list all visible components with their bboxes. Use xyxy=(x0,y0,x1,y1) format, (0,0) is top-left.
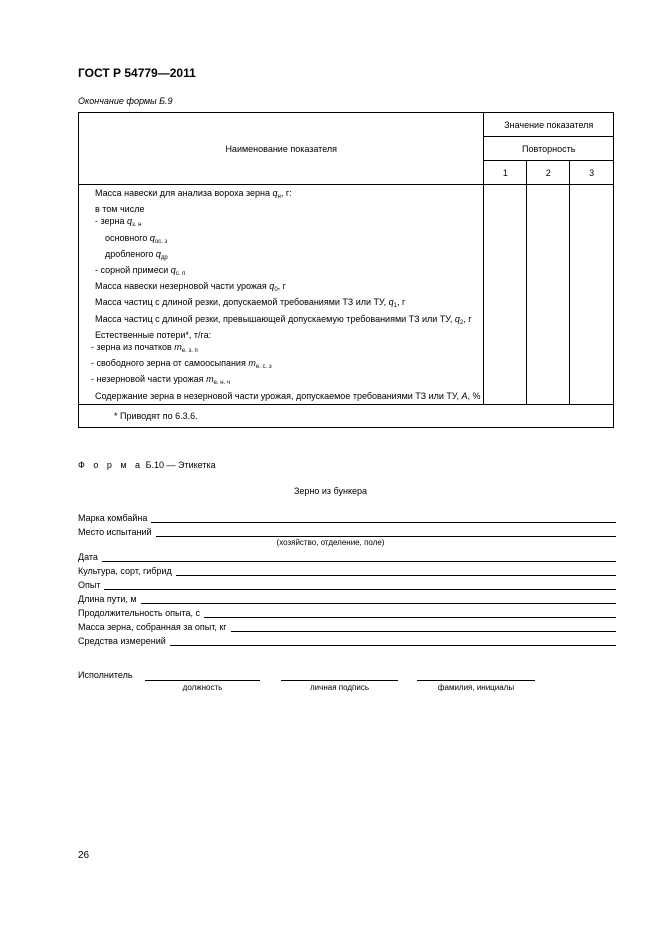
row-cob-grain: - зерна из початков $m_{е. з. п}$ xyxy=(91,342,198,355)
executor-label: Исполнитель xyxy=(78,670,133,680)
column-header-name: Наименование показателя xyxy=(79,113,484,185)
mass-field[interactable] xyxy=(78,620,616,632)
instruments-label: Средства измерений xyxy=(78,636,166,646)
row-grain-content: Содержание зерна в незерновой части урожая, допускаемое требованиями ТЗ или ТУ, A, % xyxy=(95,390,481,401)
form-b9-table xyxy=(78,112,614,428)
row-main-grain: основного $q_{ос. з}$ xyxy=(105,232,168,245)
value-cell-1[interactable] xyxy=(484,185,527,405)
page-number: 26 xyxy=(78,850,90,861)
duration-line[interactable] xyxy=(204,608,616,618)
row-including: в том числе xyxy=(95,204,145,215)
crop-label: Культура, сорт, гибрид xyxy=(78,566,172,576)
value-cell-2[interactable] xyxy=(527,185,570,405)
row-nongrain-sample: Масса навески незерновой части урожая $q_0$, г xyxy=(95,281,286,294)
row-sample-mass: Масса навески для анализа вороха зерна $q_н$, г: xyxy=(95,188,292,200)
repeat-1: 1 xyxy=(484,161,527,185)
place-line[interactable] xyxy=(156,527,616,537)
table-footnote: * Приводят по 6.3.6. xyxy=(79,404,614,427)
instruments-line[interactable] xyxy=(170,636,616,646)
path-line[interactable] xyxy=(141,594,616,604)
mass-label: Масса зерна, собранная за опыт, кг xyxy=(78,622,227,632)
repeat-2: 2 xyxy=(527,161,570,185)
row-natural-losses: Естественные потери*, т/га: xyxy=(95,329,212,340)
duration-label: Продолжительность опыта, с xyxy=(78,608,200,618)
row-free-grain: - свободного зерна от самоосыпания $m_{е. с. з}$ xyxy=(91,358,272,371)
place-field[interactable] xyxy=(78,525,616,537)
duration-field[interactable] xyxy=(78,606,616,618)
combine-line[interactable] xyxy=(151,513,616,523)
document-number: ГОСТ Р 54779—2011 xyxy=(78,66,196,80)
signature-line[interactable] xyxy=(281,679,398,681)
signature-caption: личная подпись xyxy=(310,683,369,692)
crop-line[interactable] xyxy=(176,566,616,576)
combine-label: Марка комбайна xyxy=(78,513,148,523)
path-label: Длина пути, м xyxy=(78,594,137,604)
label-subtitle: Зерно из бункера xyxy=(293,486,368,496)
row-nongrain-part: - незерновой части урожая $m_{е. н. ч}$ xyxy=(91,374,231,387)
position-caption: должность xyxy=(182,683,223,692)
position-line[interactable] xyxy=(145,679,260,681)
row-particles-allowed: Масса частиц с длиной резки, допускаемой требованиями ТЗ или ТУ, $q_1$, г xyxy=(95,297,406,310)
place-hint: (хозяйство, отделение, поле) xyxy=(276,538,385,547)
trial-field[interactable] xyxy=(78,578,616,590)
trial-label: Опыт xyxy=(78,580,101,590)
crop-field[interactable] xyxy=(78,564,616,576)
form-b10-title: Ф о р м а Б.10 — Этикетка xyxy=(78,460,216,470)
row-particles-exceeding: Масса частиц с длиной резки, превышающей допускаемую требованиями ТЗ или ТУ, $q_2$, г xyxy=(95,313,472,326)
row-crushed-grain: дробленого $q_{др}$ xyxy=(105,248,168,261)
column-header-value: Значение показателя xyxy=(484,113,614,137)
row-grain: - зерна $q_{з. н}$ xyxy=(95,216,142,229)
repeat-3: 3 xyxy=(570,161,614,185)
mass-line[interactable] xyxy=(231,622,616,632)
column-header-repeat: Повторность xyxy=(484,137,614,161)
fullname-line[interactable] xyxy=(417,679,535,681)
instruments-field[interactable] xyxy=(78,634,616,646)
row-weed-admixture: - сорной примеси $q_{с. п}$ xyxy=(95,265,186,278)
indicators-cell xyxy=(79,185,484,405)
combine-field[interactable] xyxy=(78,511,616,523)
date-label: Дата xyxy=(78,552,98,562)
date-field[interactable] xyxy=(78,550,616,562)
value-cell-3[interactable] xyxy=(570,185,614,405)
trial-line[interactable] xyxy=(104,580,616,590)
place-label: Место испытаний xyxy=(78,527,152,537)
fullname-caption: фамилия, инициалы xyxy=(437,683,515,692)
date-line[interactable] xyxy=(102,552,616,562)
form-continuation-label: Окончание формы Б.9 xyxy=(78,96,173,106)
path-field[interactable] xyxy=(78,592,616,604)
